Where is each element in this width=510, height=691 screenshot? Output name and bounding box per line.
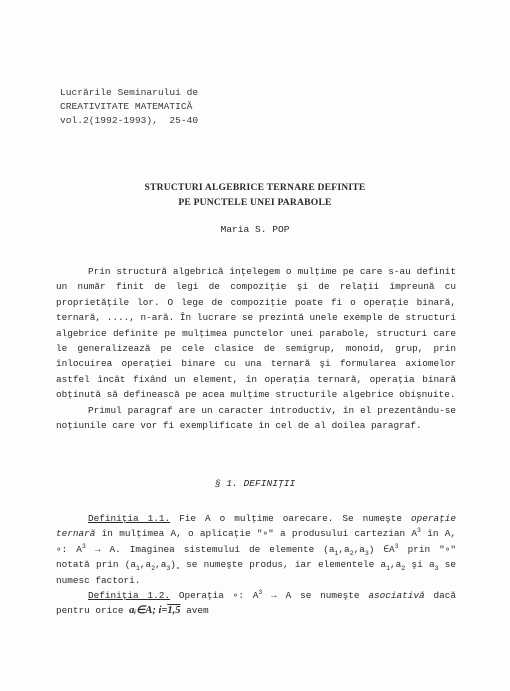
paper-title [0,180,510,210]
journal-line: Lucrările Seminarului de [60,87,199,98]
journal-line: vol.2(1992-1993), 25-40 [60,115,199,126]
introduction [56,264,456,433]
definition-label: Definiţia 1.2. [88,590,170,602]
title-line: PE PUNCTELE UNEI PARABOLE [178,197,332,208]
section-heading: § 1. DEFINIŢII [214,478,296,489]
math-range: 1,5 [167,605,181,617]
definition-1-1: Definiţia 1.1. Fie A o mulţime oarecare. Se numeşte operaţie ternară în mulţimea A, o aplicaţie "∘" a produsului cartezian $A^3$ în A, ∘: $A^3 \to A$. Imaginea sistemului de elemente $(a_1,a_2,a_3)$ $\in A^3$ prin "∘" notată prin $(a_1,a_2,a_3)_\circ$ se numeşte produs, iar elementele $a_1,a_2$ şi $a_3$ se numesc factori. [56,513,456,586]
definition-1-2: Definiţia 1.2. Operaţia ∘: $A^3 \to A$ se numeşte asociativă dacă pentru orice aᵢ∈A; i=1,5 avem [56,588,456,617]
definition-label: Definiţia 1.1. [88,513,171,524]
defined-term: operaţie ternară [56,513,456,540]
journal-reference [60,86,198,128]
math-condition: aᵢ∈A; i= [129,605,168,617]
journal-line: CREATIVITATE MATEMATICĂ [60,101,193,112]
title-line: STRUCTURI ALGEBRICE TERNARE DEFINITE [144,182,366,193]
defined-term: asociativă [368,590,425,602]
paragraph: Prin structură algebrică înţelegem o mulţime pe care s-au definit un număr finit de legi de compoziţie şi de relaţii împreună cu proprietăţile lor. O lege de compoziţie poate fi o operaţie binară, ternară, ...., n-ară. În lucrare se prezintă unele exemple de structuri algebrice definite pe mulţimea punctelor unei parabole, structuri care le generalizează pe cele clasice de semigrup, monoid, grup, prin înlocuirea operaţiei binare cu una ternară şi formularea axiomelor astfel încât fixând un element, în operaţia ternară, operaţia binară obţinută să definească pe acea mulţime structurile algebrice obişnuite. [56,266,456,401]
definitions [56,511,456,619]
paragraph: Primul paragraf are un caracter introductiv, în el prezentându-se noţiunile care vor fi exemplificate în cel de al doilea paragraf. [56,404,456,432]
author: Maria S. POP [220,224,290,235]
